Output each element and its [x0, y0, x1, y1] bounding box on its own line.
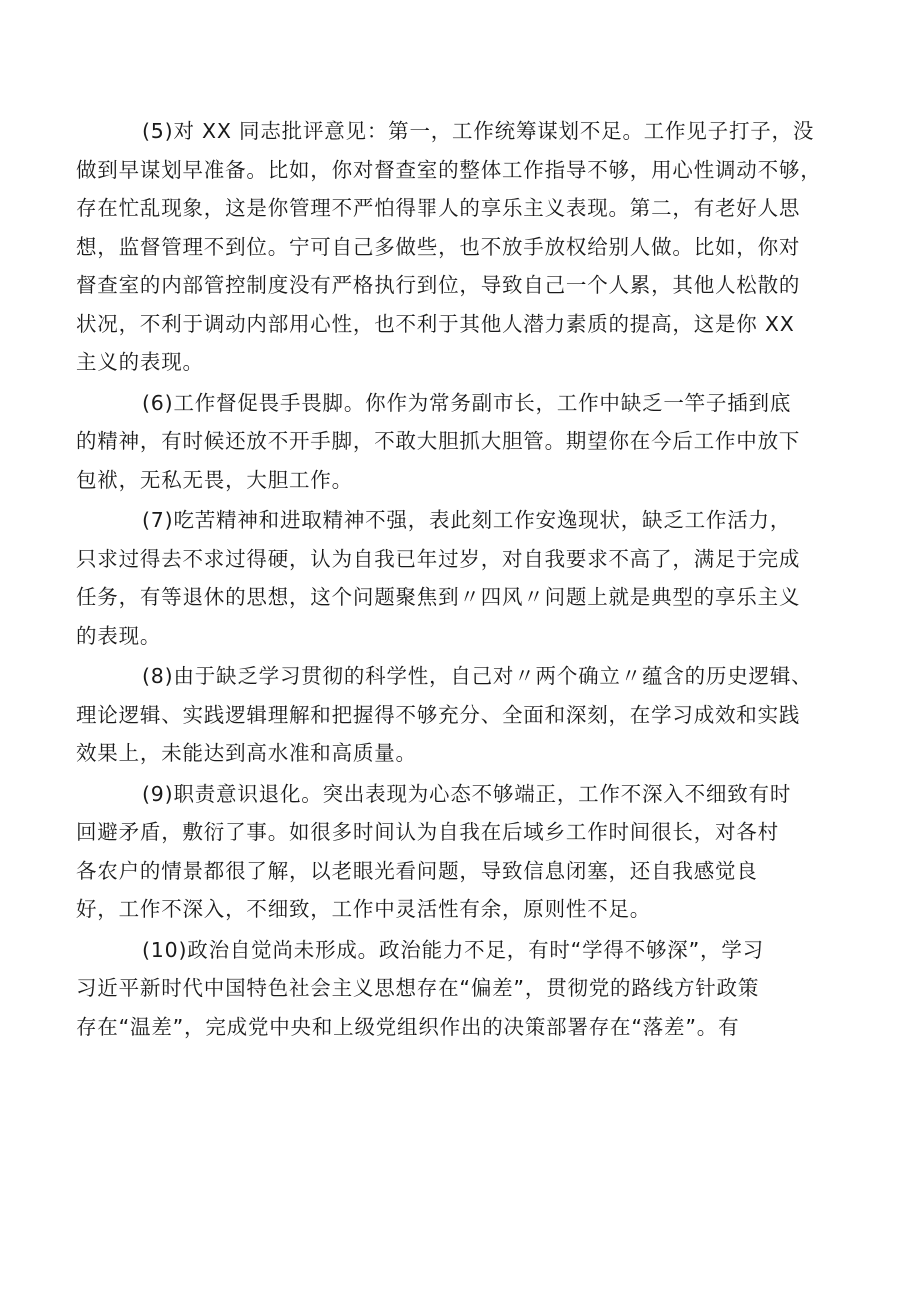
text-line: (8)由于缺乏学习贯彻的科学性，自己对〃两个确立〃蕴含的历史逻辑、: [142, 664, 813, 688]
text-line: 存在忙乱现象，这是你管理不严怕得罪人的享乐主义表现。第二，有老好人思: [76, 196, 801, 220]
paragraph-10: [76, 931, 856, 1047]
paragraph-5: [76, 112, 856, 382]
text-line: (7)吃苦精神和进取精神不强，表此刻工作安逸现状，缺乏工作活力，: [142, 508, 792, 532]
text-line: 好，工作不深入，不细致，工作中灵活性有余，原则性不足。: [76, 897, 652, 921]
text-line: 效果上，未能达到高水准和高质量。: [76, 741, 417, 765]
text-line: (10)政治自觉尚未形成。政治能力不足，有时“学得不够深”，学习: [142, 937, 764, 962]
text-line: 只求过得去不求过得硬，认为自我已年过岁，对自我要求不高了，满足于完成: [76, 546, 801, 571]
text-line: 习近平新时代中国特色社会主义思想存在“偏差”，贯彻党的路线方针政策: [76, 976, 760, 1000]
document-body: [76, 112, 856, 1048]
text-line: 任务，有等退休的思想，这个问题聚焦到〃四风〃问题上就是典型的享乐主义: [76, 585, 801, 609]
text-line: 督查室的内部管控制度没有严格执行到位，导致自己一个人累，其他人松散的: [76, 273, 801, 297]
paragraph-7: [76, 501, 856, 655]
paragraph-6: [76, 384, 856, 500]
text-line: 的表现。: [76, 623, 162, 648]
text-line: (6)工作督促畏手畏脚。你作为常务副市长，工作中缺乏一竿子插到底: [142, 390, 792, 415]
text-line: 各农户的情景都很了解，以老眼光看问题，导致信息闭塞，还自我感觉良: [76, 858, 758, 883]
text-line: 包袱，无私无畏，大胆工作。: [76, 467, 353, 492]
text-line: 主义的表现。: [76, 350, 204, 374]
text-line: (5)对 XX 同志批评意见：第一，工作统筹谋划不足。工作见子打子，没: [142, 119, 815, 143]
paragraph-8: [76, 657, 856, 773]
text-line: (9)职责意识退化。突出表现为心态不够端正，工作不深入不细致有时: [142, 781, 792, 806]
text-line: 做到早谋划早准备。比如，你对督查室的整体工作指导不够，用心性调动不够，: [76, 157, 822, 182]
text-line: 回避矛盾，敷衍了事。如很多时间认为自我在后域乡工作时间很长，对各村: [76, 820, 779, 844]
text-line: 存在“温差”，完成党中央和上级党组织作出的决策部署存在“落差”。有: [76, 1014, 740, 1039]
text-line: 想，监督管理不到位。宁可自己多做些，也不放手放权给别人做。比如，你对: [76, 234, 801, 259]
text-line: 理论逻辑、实践逻辑理解和把握得不够充分、全面和深刻，在学习成效和实践: [76, 702, 801, 727]
paragraph-9: [76, 775, 856, 929]
text-line: 的精神，有时候还放不开手脚，不敢大胆抓大胆管。期望你在今后工作中放下: [76, 429, 801, 453]
text-line: 状况，不利于调动内部用心性，也不利于其他人潜力素质的提高，这是你 XX: [76, 311, 795, 336]
